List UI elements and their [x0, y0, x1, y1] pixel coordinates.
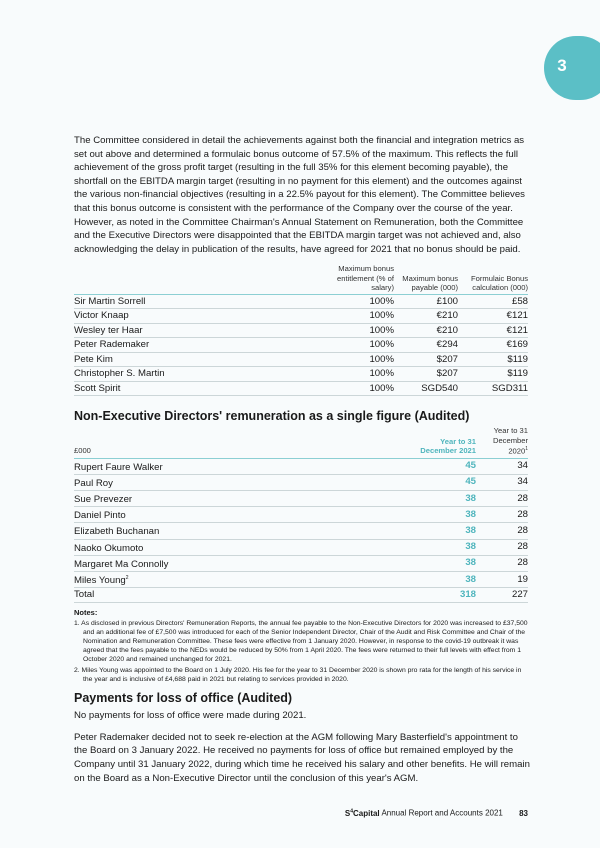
fee-2020: [476, 555, 528, 571]
director-name: [74, 571, 416, 587]
bonus-header-entitlement: Maximum bonus entitlement (% of salary): [324, 264, 394, 294]
footnote-ref: 2: [125, 574, 129, 581]
loss-paragraph-1: No payments for loss of office were made during 2021.: [74, 710, 307, 722]
bonus-table: [74, 264, 528, 396]
cell-text: Margaret Ma Connolly: [74, 558, 169, 570]
notes-label: Notes:: [74, 607, 98, 617]
cell-text: 318: [459, 588, 476, 600]
bonus-row: [74, 309, 528, 324]
calculated-bonus: €169: [458, 338, 528, 353]
max-payable: €294: [394, 338, 458, 353]
fee-2020: [476, 507, 528, 523]
cell-text: 38: [465, 557, 476, 569]
bonus-header-name: [74, 264, 324, 294]
page-footer: [345, 806, 528, 819]
fee-2020: [476, 539, 528, 555]
intro-paragraph: The Committee considered in detail the achievements against both the financial and integration metrics as set out above and determined a formulaic bonus outcome of 57.5% of the maximum. This reflects the full achievement of the gross profit target (resulting in the full 35% for this element becoming payable), the shortfall on the EBITDA margin target (resulting in no payment for this element) and the outcomes against the various non-financial objectives (resulting in a 22.5% payout for this element). The Committee believes that this bonus outcome is consistent with the performance of the Company over the course of the year. However, as noted in the Committee Chairman's Annual Statement on Remuneration, both the Committee and the Executive Directors were disappointed that the EBITDA margin target was not achieved and, also acknowledging the delay in publication of the results, have agreed for 2021 that no bonus should be paid.: [74, 135, 525, 255]
director-name: [74, 507, 416, 523]
note-2: 2. Miles Young was appointed to the Board on 1 July 2020. His fee for the year to 31 December 2020 is shown pro rata for the length of his service in the year and is inclusive of £4,688 paid in 2021 but relating to services provided in 2020.: [74, 667, 522, 684]
ned-row: [74, 474, 528, 490]
calculated-bonus: $119: [458, 367, 528, 382]
fee-2021: [416, 523, 476, 539]
ned-row: [74, 555, 528, 571]
fee-2020: [476, 523, 528, 539]
entitlement: 100%: [324, 294, 394, 309]
calculated-bonus: SGD311: [458, 381, 528, 396]
cell-text: 34: [517, 476, 528, 488]
entitlement: 100%: [324, 352, 394, 367]
director-name: [74, 588, 416, 603]
director-name: Christopher S. Martin: [74, 367, 324, 382]
bonus-row: [74, 294, 528, 309]
report-title: Annual Report and Accounts 2021: [381, 808, 503, 818]
calculated-bonus: €121: [458, 323, 528, 338]
cell-text: 45: [465, 460, 476, 472]
director-name: [74, 539, 416, 555]
cell-text: 38: [465, 524, 476, 536]
bonus-row: [74, 352, 528, 367]
director-name: Sir Martin Sorrell: [74, 294, 324, 309]
director-name: [74, 474, 416, 490]
cell-text: 19: [517, 573, 528, 585]
ned-heading: Non-Executive Directors' remuneration as a single figure (Audited): [74, 409, 470, 424]
cell-text: 34: [517, 460, 528, 472]
cell-text: 28: [517, 541, 528, 553]
page-number: 83: [519, 808, 528, 818]
page-content: [74, 134, 532, 785]
ned-total-row: [74, 588, 528, 603]
cell-text: Daniel Pinto: [74, 510, 126, 522]
director-name: Scott Spirit: [74, 381, 324, 396]
max-payable: $207: [394, 367, 458, 382]
ned-row: [74, 571, 528, 587]
chapter-tab: [544, 36, 600, 100]
max-payable: €210: [394, 323, 458, 338]
ned-header-2021: Year to 31 December 2021: [416, 426, 476, 458]
cell-text: 28: [517, 492, 528, 504]
cell-text: Paul Roy: [74, 477, 113, 489]
max-payable: €210: [394, 309, 458, 324]
director-name: [74, 523, 416, 539]
bonus-header-calculation: Formulaic Bonus calculation (000): [458, 264, 528, 294]
calculated-bonus: $119: [458, 352, 528, 367]
cell-text: Naoko Okumoto: [74, 542, 144, 554]
note-1: 1. As disclosed in previous Directors' Remuneration Reports, the annual fee payable to the Non-Executive Directors for 2020 was increased to £37,500 and an additional fee of £7,500 was introduced for each of the Senior Independent Director, Chair of the Audit and Risk Committee and Chair of the Nomination and Remuneration Committee. These fees were effective from 1 January 2020. However, in response to the covid-19 outbreak it was agreed that the fees payable to the NEDs would be reduced by 50% from 1 April 2020. The fees were returned to their full levels with effect from 1 October 2020 and remained unchanged for 2021.: [74, 619, 528, 663]
director-name: Victor Knaap: [74, 309, 324, 324]
brand-logo: $S^4Capital$: [344, 808, 380, 818]
director-name: Pete Kim: [74, 352, 324, 367]
max-payable: £100: [394, 294, 458, 309]
cell-text: 45: [465, 476, 476, 488]
ned-row: [74, 507, 528, 523]
footnote-ref: 1: [525, 445, 528, 452]
cell-text: 38: [465, 573, 476, 585]
calculated-bonus: €121: [458, 309, 528, 324]
ned-header-unit: £000: [74, 426, 416, 458]
fee-2021: [416, 539, 476, 555]
loss-paragraph-2: Peter Rademaker decided not to seek re-election at the AGM following Mary Basterfield's appointment to the Board on 3 January 2022. He received no payments for loss of office but remained employed by the Company until 31 January 2022, during which time he received his salary and other benefits. He will remain on the Board as a Non-Executive Director until the conclusion of this year's AGM.: [74, 731, 530, 784]
cell-text: Elizabeth Buchanan: [74, 526, 160, 538]
director-name: Peter Rademaker: [74, 338, 324, 353]
cell-text: 28: [517, 524, 528, 536]
fee-2021: [416, 588, 476, 603]
director-name: [74, 555, 416, 571]
chapter-number: 3: [557, 56, 567, 75]
fee-2020: [476, 571, 528, 587]
fee-2021: [416, 555, 476, 571]
director-name: [74, 490, 416, 506]
fee-2020: [476, 490, 528, 506]
entitlement: 100%: [324, 323, 394, 338]
max-payable: SGD540: [394, 381, 458, 396]
max-payable: $207: [394, 352, 458, 367]
cell-text: 28: [517, 557, 528, 569]
cell-text: 38: [465, 508, 476, 520]
cell-text: Miles Young: [74, 575, 126, 587]
cell-text: 38: [465, 541, 476, 553]
ned-table: [74, 426, 528, 602]
entitlement: 100%: [324, 381, 394, 396]
fee-2020: [476, 458, 528, 474]
fee-2020: [476, 474, 528, 490]
notes: [74, 608, 532, 685]
cell-text: 38: [465, 492, 476, 504]
director-name: Wesley ter Haar: [74, 323, 324, 338]
entitlement: 100%: [324, 338, 394, 353]
fee-2021: [416, 507, 476, 523]
bonus-row: [74, 367, 528, 382]
director-name: [74, 458, 416, 474]
ned-row: [74, 490, 528, 506]
entitlement: 100%: [324, 309, 394, 324]
ned-row: [74, 539, 528, 555]
fee-2020: [476, 588, 528, 603]
fee-2021: [416, 458, 476, 474]
cell-text: Total: [74, 588, 95, 600]
cell-text: Rupert Faure Walker: [74, 461, 163, 473]
loss-heading: Payments for loss of office (Audited): [74, 691, 293, 706]
bonus-row: [74, 338, 528, 353]
bonus-row: [74, 381, 528, 396]
calculated-bonus: £58: [458, 294, 528, 309]
fee-2021: [416, 571, 476, 587]
fee-2021: [416, 490, 476, 506]
cell-text: 28: [517, 508, 528, 520]
bonus-header-payable: Maximum bonus payable (000): [394, 264, 458, 294]
cell-text: Sue Prevezer: [74, 494, 133, 506]
ned-header-2020-text: Year to 31 December 2020: [492, 426, 528, 456]
cell-text: 227: [511, 588, 528, 600]
entitlement: 100%: [324, 367, 394, 382]
bonus-row: [74, 323, 528, 338]
ned-row: [74, 523, 528, 539]
ned-row: [74, 458, 528, 474]
ned-header-2020: [476, 426, 528, 458]
fee-2021: [416, 474, 476, 490]
